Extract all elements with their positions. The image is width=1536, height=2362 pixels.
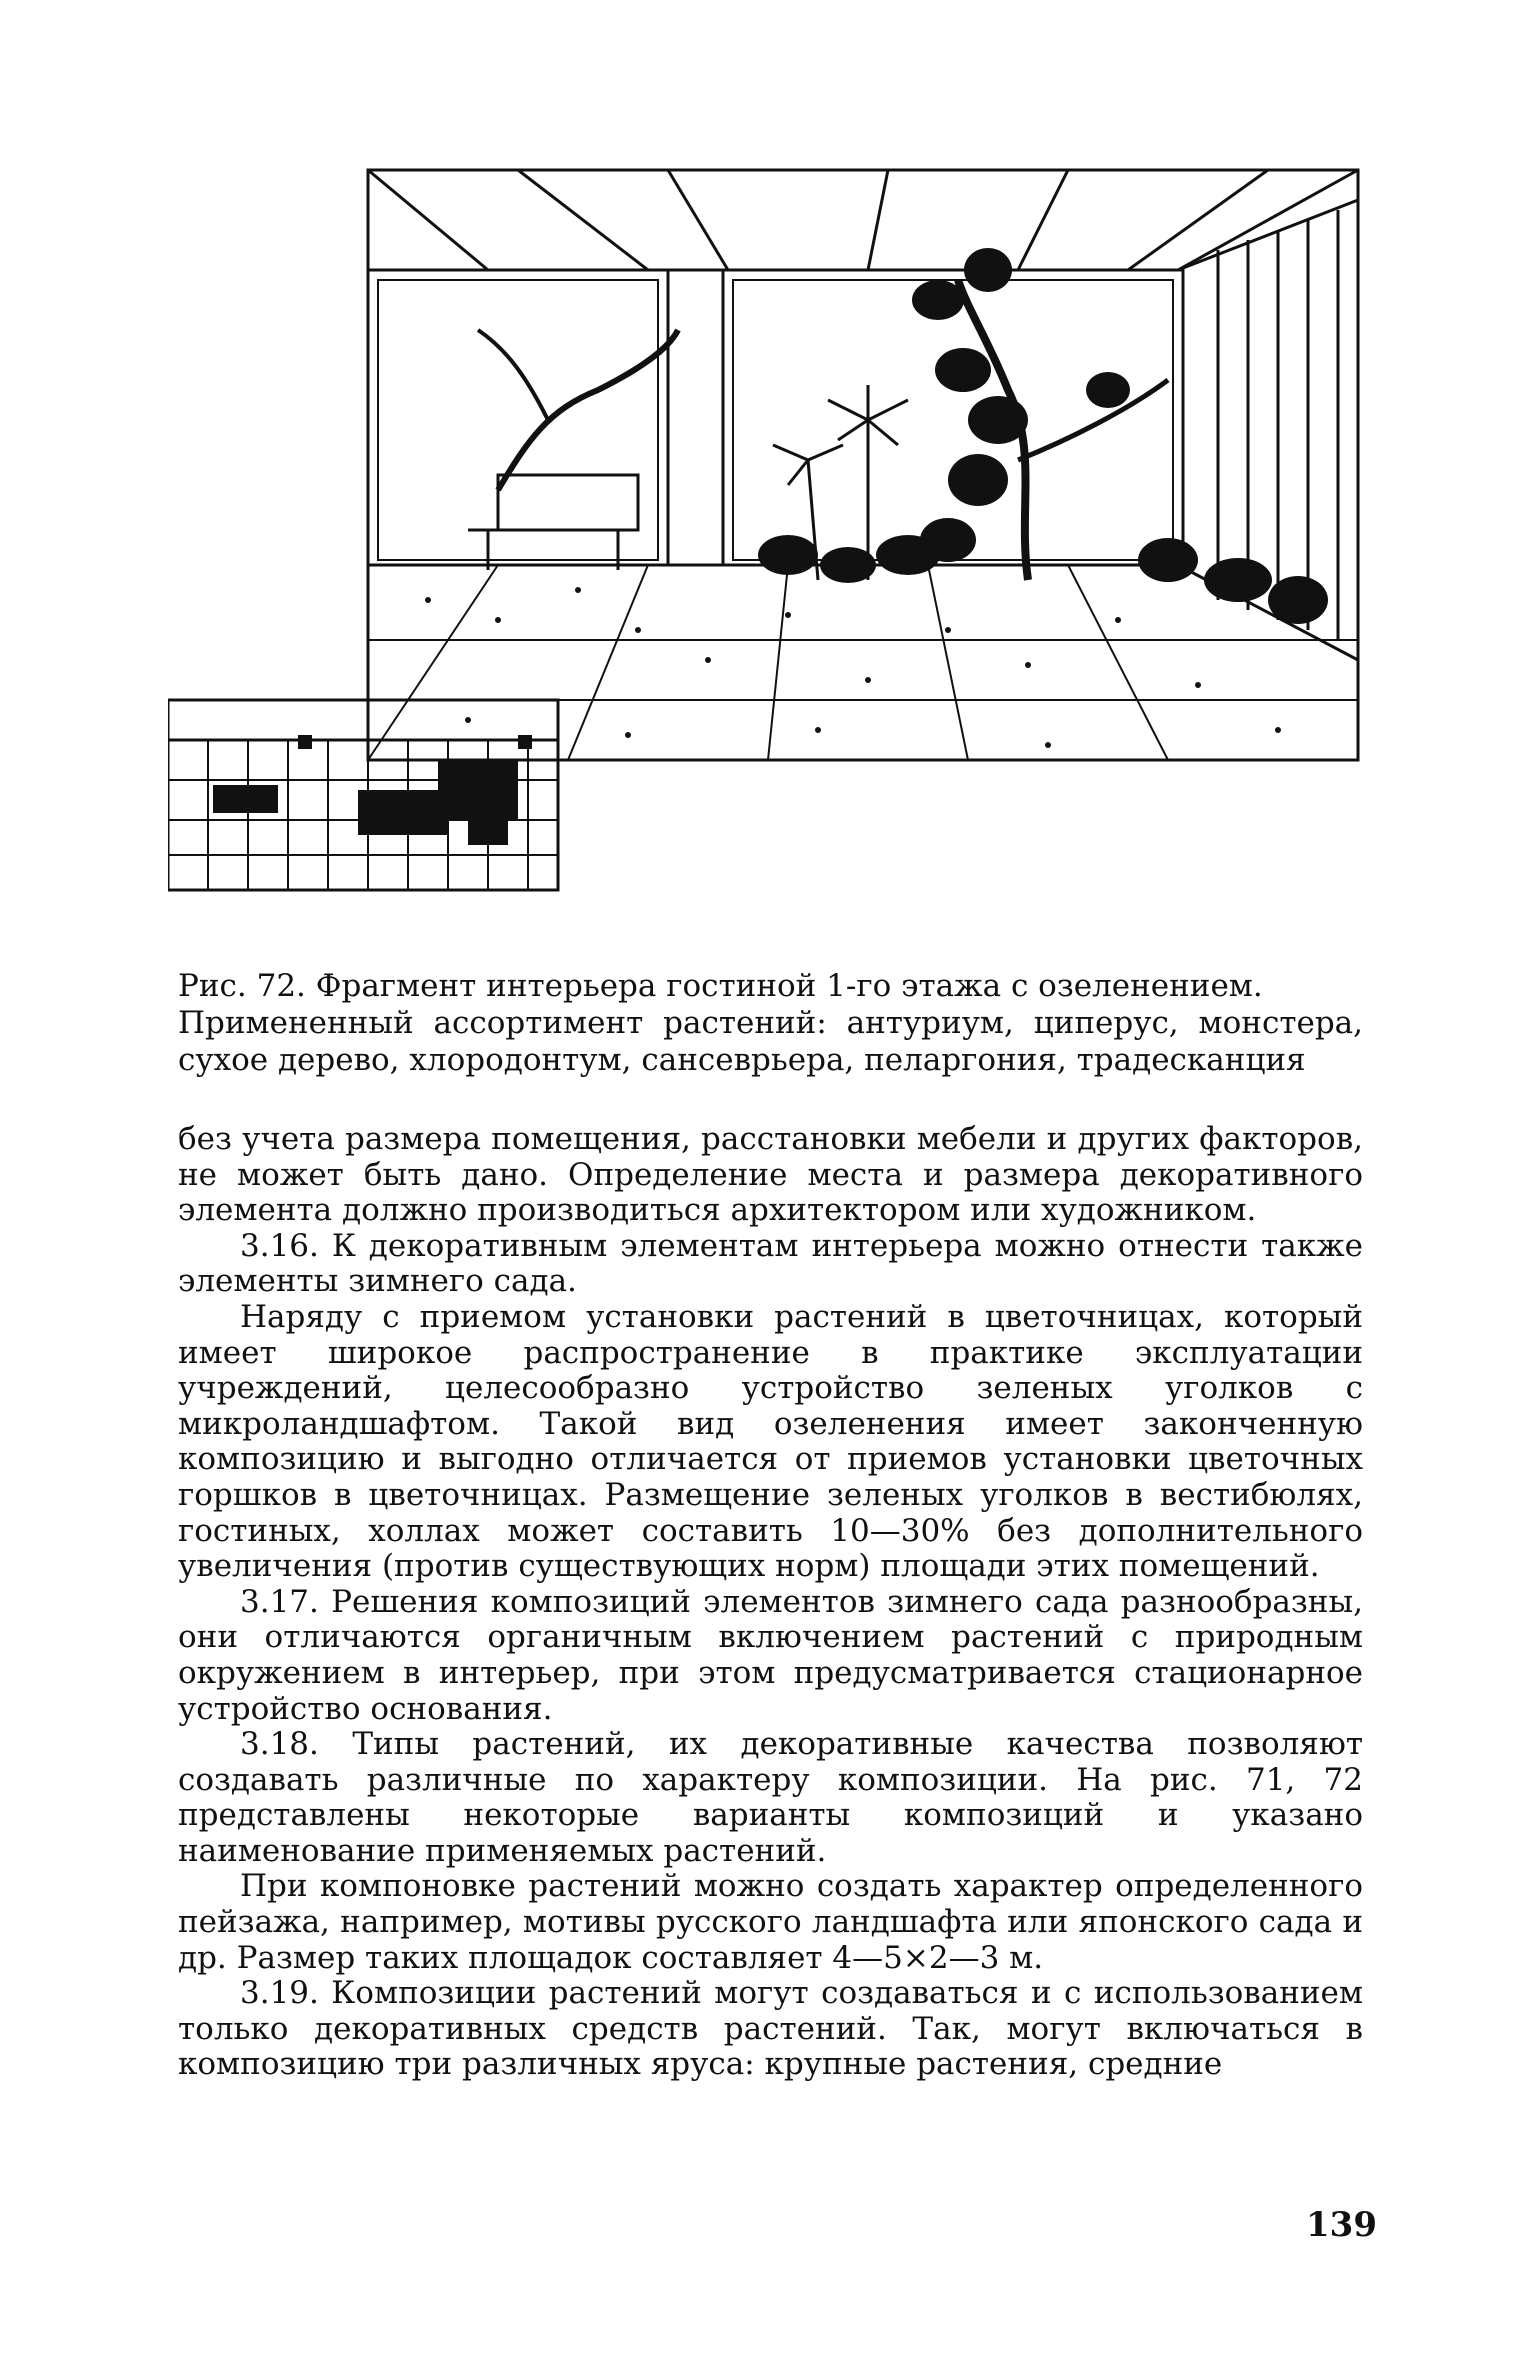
paragraph: 3.19. Композиции растений могут создаваться и с использованием только декоративных средств растений. Так, могут включаться в композицию три различных яруса: крупные растения, средние [178,1975,1363,2083]
paragraph: 3.17. Решения композиций элементов зимнего сада разнообразны, они отличаются органичным включением растений с природным окружением в интерьер, при этом предусматривается стационарное устройство основания. [178,1583,1363,1727]
interior-perspective-drawing [168,160,1368,900]
paragraph: 3.18. Типы растений, их декоративные качества позволяют создавать различные по характеру композиции. На рис. 71, 72 представлены некоторые варианты композиций и указано наименование применяемых растений. [178,1726,1363,1869]
interior-illustration [168,160,1368,900]
paragraph: без учета размера помещения, расстановки мебели и других факторов, не может быть дано. Определение места и размера декоративного элемента должно производиться архитектором или художником. [178,1121,1363,1229]
paragraph: При компоновке растений можно создать характер определенного пейзажа, например, мотивы русского ландшафта или японского сада и др. Размер таких площадок составляет 4—5×2—3 м. [178,1868,1363,1976]
paragraph: Наряду с приемом установки растений в цветочницах, который имеет широкое распространение в практике эксплуатации учреждений, целесообразно устройство зеленых уголков с микроландшафтом. Такой вид озеленения имеет законченную композицию и выгодно отличается от приемов установки цветочных горшков в цветочницах. Размещение зеленых уголков в вестибюлях, гостиных, холлах может составить 10—30% без дополнительного увеличения (против существующих норм) площади этих помещений. [178,1298,1363,1585]
caption-line-2: Примененный ассортимент растений: антуриум, циперус, монстера, сухое дерево, хлородонтум, сансеврьера, пеларгония, традесканция [178,1005,1363,1078]
page-number: 139 [1306,2205,1377,2245]
caption-line-1: Рис. 72. Фрагмент интерьера гостиной 1-го этажа с озеленением. [178,968,1263,1004]
body-text [178,1122,1363,2083]
figure-caption [178,968,1363,1079]
paragraph: 3.16. К декоративным элементам интерьера можно отнести также элементы зимнего сада. [178,1227,1363,1300]
